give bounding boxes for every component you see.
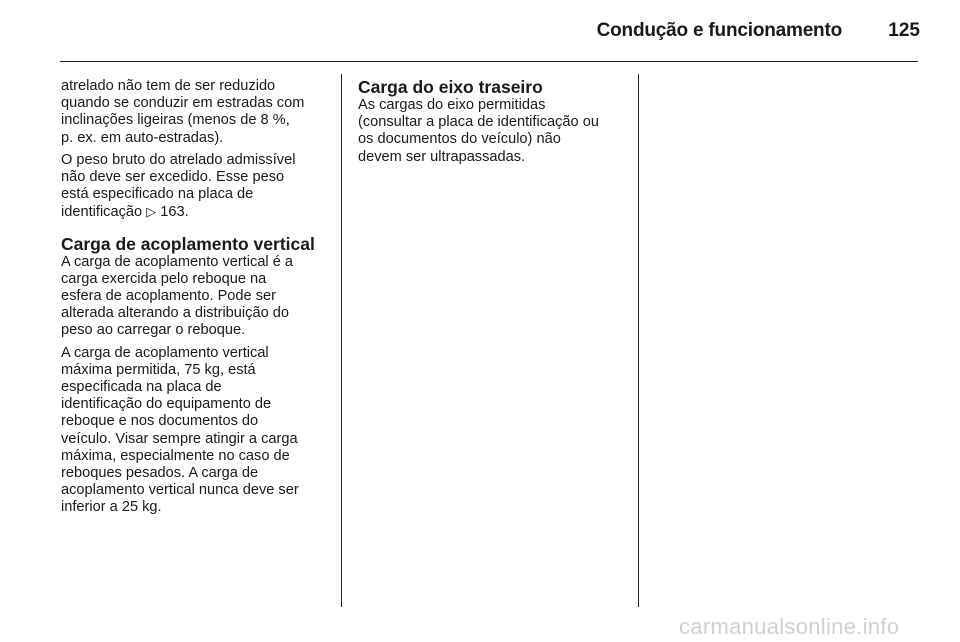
text-line: os documentos do veículo) não bbox=[358, 131, 561, 148]
column-divider-right bbox=[638, 74, 639, 607]
text-line: está especificado na placa de bbox=[61, 186, 254, 203]
text-line: quando se conduzir em estradas com bbox=[61, 95, 305, 112]
text-line: A carga de acoplamento vertical é a bbox=[61, 253, 294, 270]
reference-text: identificação bbox=[61, 204, 143, 221]
middle-column bbox=[358, 78, 630, 171]
section-heading-vertical-coupling-load: Carga de acoplamento vertical bbox=[61, 233, 315, 254]
left-column bbox=[61, 78, 333, 522]
page-reference-link[interactable]: 163. bbox=[160, 204, 189, 221]
page-reference-arrow-icon[interactable]: ▷ bbox=[146, 204, 157, 220]
header-divider bbox=[60, 61, 918, 62]
text-line: máxima, especialmente no caso de bbox=[61, 447, 290, 464]
page-header-title: Condução e funcionamento bbox=[596, 20, 842, 41]
text-line: peso ao carregar o reboque. bbox=[61, 322, 246, 339]
text-line: As cargas do eixo permitidas bbox=[358, 97, 546, 113]
page-number: 125 bbox=[888, 20, 920, 41]
text-line: veículo. Visar sempre atingir a carga bbox=[61, 430, 298, 447]
text-line: devem ser ultrapassadas. bbox=[358, 148, 526, 165]
text-line: carga exercida pelo reboque na bbox=[61, 270, 267, 287]
text-line: p. ex. em auto-estradas). bbox=[61, 129, 224, 146]
section-heading-rear-axle-load: Carga do eixo traseiro bbox=[358, 77, 543, 97]
text-line: identificação do equipamento de bbox=[61, 396, 272, 413]
text-line: inferior a 25 kg. bbox=[61, 499, 162, 516]
text-line: acoplamento vertical nunca deve ser bbox=[61, 482, 299, 499]
text-line: não deve ser excedido. Esse peso bbox=[61, 169, 285, 186]
text-line bbox=[61, 203, 333, 221]
text-line: reboques pesados. A carga de bbox=[61, 465, 259, 482]
text-line: especificada na placa de bbox=[61, 379, 222, 396]
paragraph-gross-trailer-weight bbox=[61, 152, 333, 222]
text-line: inclinações ligeiras (menos de 8 %, bbox=[61, 112, 290, 129]
text-line: O peso bruto do atrelado admissível bbox=[61, 151, 296, 168]
text-line: reboque e nos documentos do bbox=[61, 413, 259, 430]
text-line: máxima permitida, 75 kg, está bbox=[61, 361, 256, 378]
text-line: alterada alterando a distribuição do bbox=[61, 305, 289, 322]
paragraph-vertical-coupling-load-definition bbox=[61, 254, 333, 340]
text-line: atrelado não tem de ser reduzido bbox=[61, 78, 276, 94]
paragraph-trailer-weight-reduction bbox=[61, 78, 333, 147]
paragraph-rear-axle-load bbox=[358, 97, 630, 166]
watermark-text: carmanualsonline.info bbox=[679, 614, 900, 639]
column-divider-left bbox=[341, 74, 342, 607]
text-line: esfera de acoplamento. Pode ser bbox=[61, 288, 276, 305]
paragraph-max-vertical-coupling-load bbox=[61, 345, 333, 517]
text-line: (consultar a placa de identificação ou bbox=[358, 114, 599, 131]
text-line: A carga de acoplamento vertical bbox=[61, 344, 269, 361]
